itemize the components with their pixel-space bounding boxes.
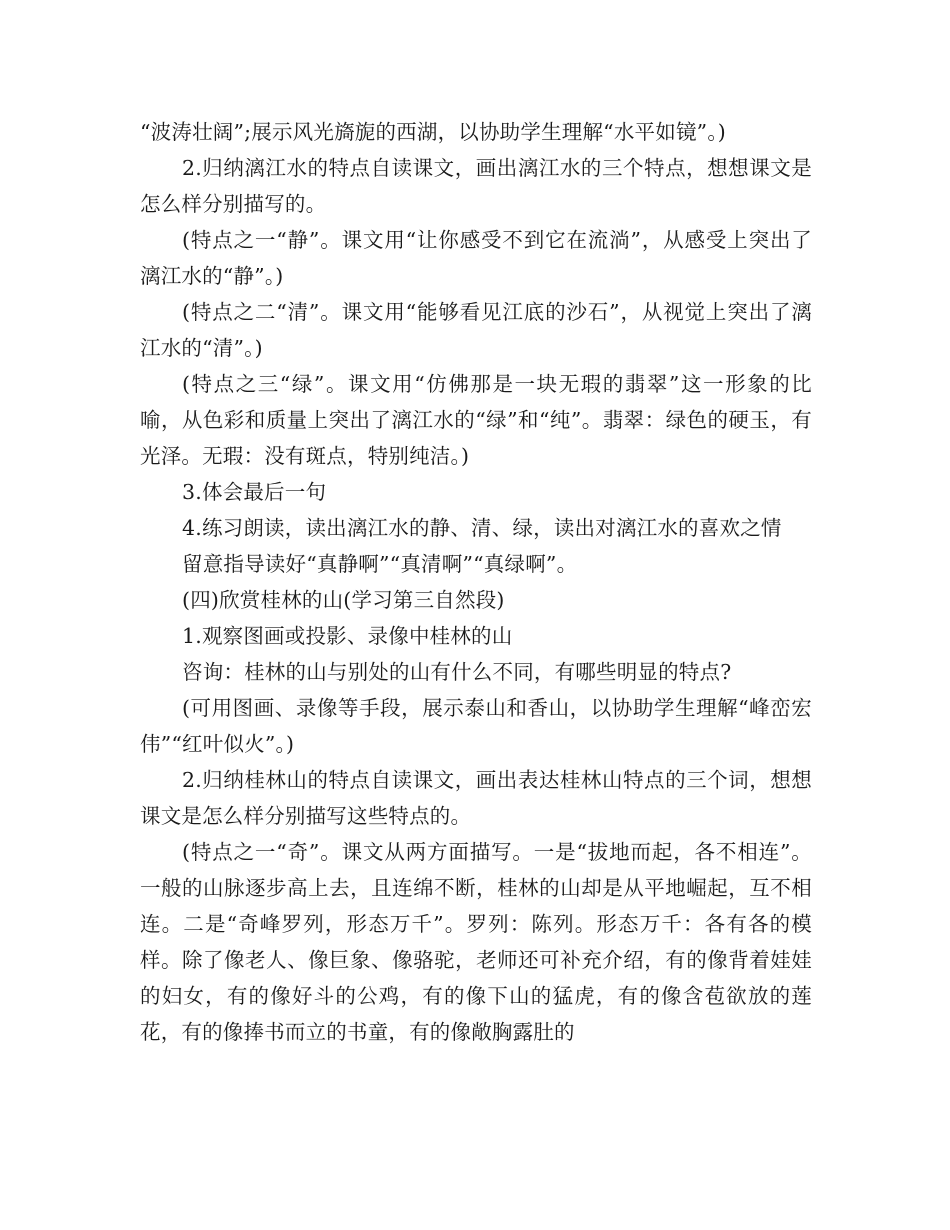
- paragraph-step-2-water: 2.归纳漓江水的特点自读课文，画出漓江水的三个特点，想想课文是怎么样分别描写的。: [140, 156, 812, 216]
- paragraph-reading-guide: 留意指导读好“真静啊”“真清啊”“真绿啊”。: [182, 552, 578, 576]
- paragraph-step-4: 4.练习朗读，读出漓江水的静、清、绿，读出对漓江水的喜欢之情: [182, 516, 782, 540]
- section-heading-mountains: (四)欣赏桂林的山(学习第三自然段): [182, 588, 505, 612]
- document-body: [140, 114, 812, 1050]
- paragraph-feature-green: (特点之三“绿”。课文用“仿佛那是一块无瑕的翡翠”这一形象的比喻，从色彩和质量上突出了漓江水的“绿”和“纯”。翡翠：绿色的硬玉，有光泽。无瑕：没有斑点，特别纯洁。): [140, 372, 812, 468]
- paragraph-feature-clear: (特点之二“清”。课文用“能够看见江底的沙石”，从视觉上突出了漓江水的“清”。): [140, 300, 812, 360]
- paragraph-step-1-observe: 1.观察图画或投影、录像中桂林的山: [182, 624, 513, 648]
- paragraph-feature-still: (特点之一“静”。课文用“让你感受不到它在流淌”，从感受上突出了漓江水的“静”。): [140, 228, 812, 288]
- paragraph-feature-strange: (特点之一“奇”。课文从两方面描写。一是“拔地而起，各不相连”。一般的山脉逐步高上去，且连绵不断，桂林的山却是从平地崛起，互不相连。二是“奇峰罗列，形态万千”。罗列：陈列。形态万千：各有各的模样。除了像老人、像巨象、像骆驼，老师还可补充介绍，有的像背着娃娃的妇女，有的像好斗的公鸡，有的像下山的猛虎，有的像含苞欲放的莲花，有的像捧书而立的书童，有的像敞胸露肚的: [140, 840, 812, 1044]
- paragraph-question: 咨询：桂林的山与别处的山有什么不同，有哪些明显的特点?: [182, 660, 732, 684]
- paragraph-media-note: (可用图画、录像等手段，展示泰山和香山，以协助学生理解“峰峦宏伟”“红叶似火”。): [140, 696, 812, 756]
- paragraph-step-2-mountains: 2.归纳桂林山的特点自读课文，画出表达桂林山特点的三个词，想想课文是怎么样分别描写这些特点的。: [140, 768, 812, 828]
- paragraph-step-3: 3.体会最后一句: [182, 480, 327, 504]
- paragraph-continued: “波涛壮阔”;展示风光旖旎的西湖，以协助学生理解“水平如镜”。): [140, 120, 726, 144]
